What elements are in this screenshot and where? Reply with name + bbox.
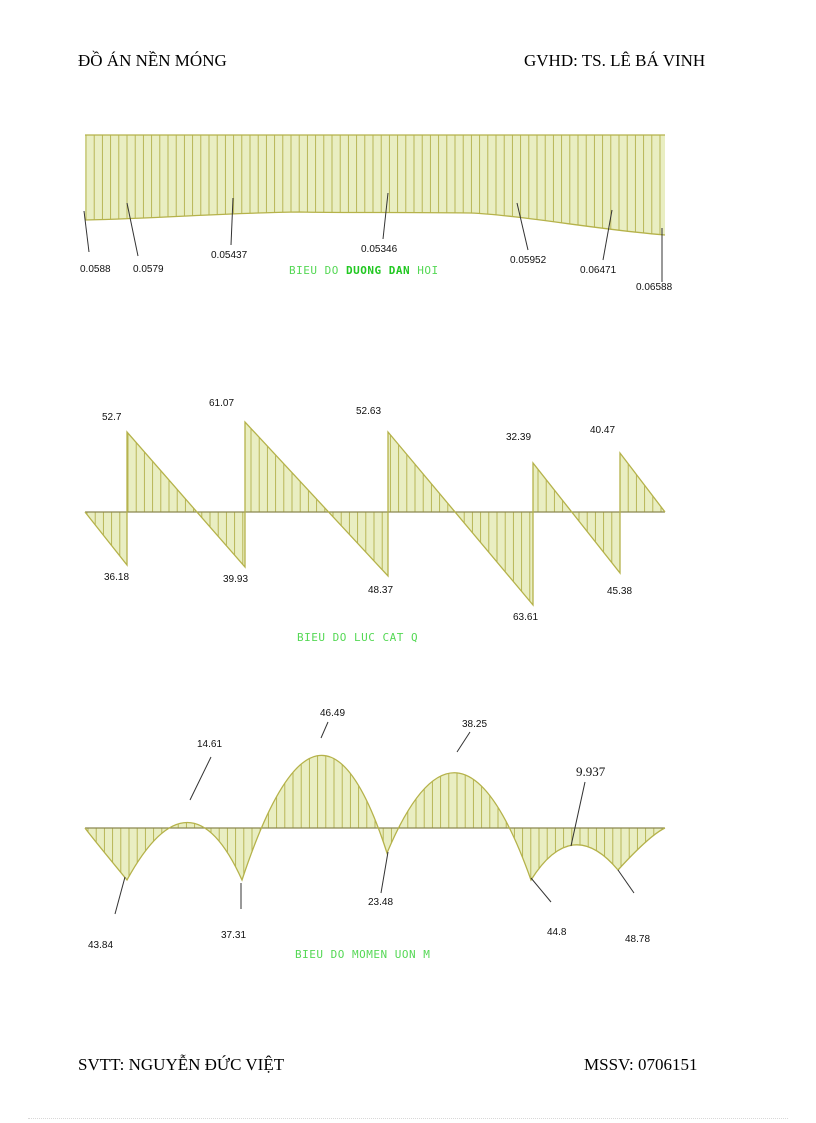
value-label: 52.63 xyxy=(356,406,382,417)
leader-line xyxy=(531,878,551,902)
value-label: 23.48 xyxy=(368,897,394,908)
value-label: 45.38 xyxy=(607,586,633,597)
value-label: 40.47 xyxy=(590,425,616,436)
value-label: 61.07 xyxy=(209,398,235,409)
leader-line xyxy=(190,757,211,800)
leader-line xyxy=(381,852,388,893)
value-label: 0.05346 xyxy=(361,244,398,255)
value-label: 36.18 xyxy=(104,572,130,583)
header-project-title: ĐỒ ÁN NỀN MÓNG xyxy=(78,51,227,70)
shear-area xyxy=(85,422,665,605)
value-label: 44.8 xyxy=(547,927,567,938)
value-label: 0.06588 xyxy=(636,282,673,293)
value-label: 63.61 xyxy=(513,612,539,623)
value-label: 52.7 xyxy=(102,412,122,423)
bending-moment-diagram xyxy=(85,708,665,961)
footer-student-id: MSSV: 0706151 xyxy=(584,1055,698,1074)
shear-force-diagram xyxy=(85,398,665,644)
page-bottom-divider xyxy=(28,1118,788,1119)
diagram-title: BIEU DO DUONG DAN HOI xyxy=(289,264,439,277)
value-label: 0.0579 xyxy=(133,264,164,275)
value-label: 37.31 xyxy=(221,930,247,941)
value-label: 0.06471 xyxy=(580,265,617,276)
value-label: 0.05952 xyxy=(510,255,547,266)
leader-line xyxy=(457,732,470,752)
value-label: 14.61 xyxy=(197,739,223,750)
value-label: 9.937 xyxy=(576,764,606,779)
value-label: 0.0588 xyxy=(80,264,111,275)
footer-student-name: SVTT: NGUYỄN ĐỨC VIỆT xyxy=(78,1055,285,1074)
value-label: 39.93 xyxy=(223,574,249,585)
leader-line xyxy=(115,877,125,914)
diagram-title: BIEU DO LUC CAT Q xyxy=(297,631,419,644)
leader-line xyxy=(618,870,634,893)
deflection-diagram xyxy=(80,135,673,293)
leader-line xyxy=(321,722,328,738)
value-label: 32.39 xyxy=(506,432,532,443)
value-label: 48.78 xyxy=(625,934,651,945)
value-label: 38.25 xyxy=(462,719,488,730)
value-label: 43.84 xyxy=(88,940,114,951)
value-label: 46.49 xyxy=(320,708,346,719)
header-supervisor: GVHD: TS. LÊ BÁ VINH xyxy=(524,51,706,70)
diagram-title: BIEU DO MOMEN UON M xyxy=(295,948,431,961)
value-label: 0.05437 xyxy=(211,250,248,261)
value-label: 48.37 xyxy=(368,585,394,596)
